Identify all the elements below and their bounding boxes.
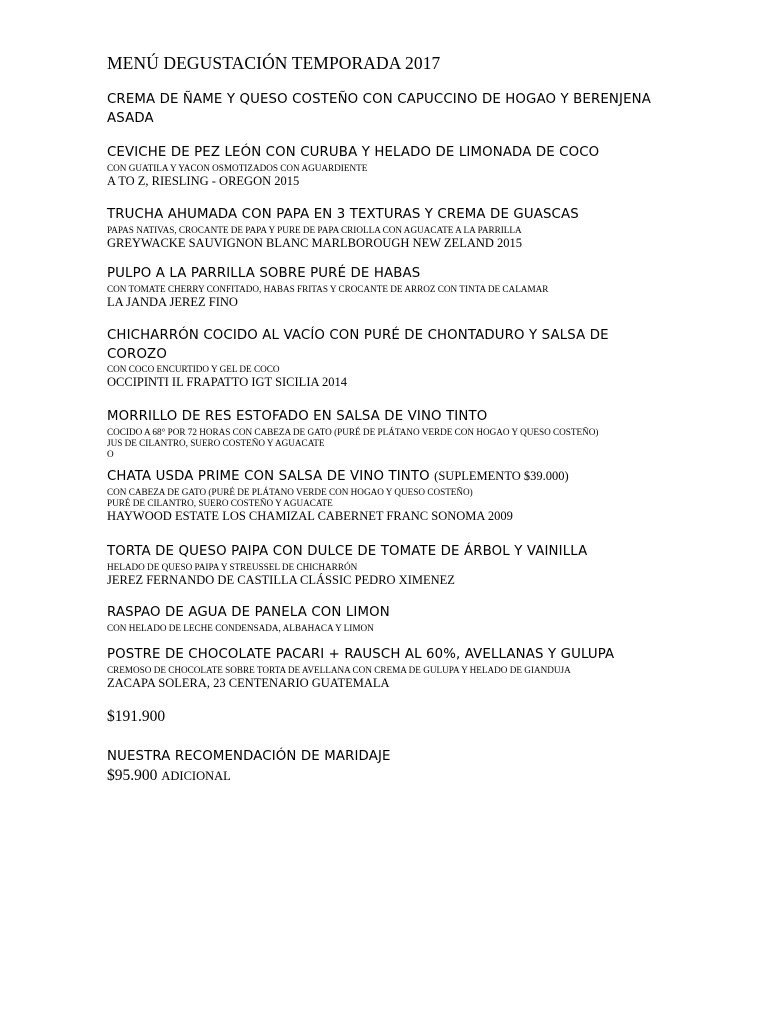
dish-name-text: CHATA USDA PRIME CON SALSA DE VINO TINTO	[107, 469, 430, 484]
dish-note: CON HELADO DE LECHE CONDENSADA, ALBAHACA Y LIMON	[107, 622, 374, 633]
wine-pairing: ZACAPA SOLERA, 23 CENTENARIO GUATEMALA	[107, 675, 390, 690]
dish-name: CHICHARRÓN COCIDO AL VACÍO CON PURÉ DE CHONTADURO Y SALSA DE COROZO	[107, 328, 609, 362]
dish-name: TORTA DE QUESO PAIPA CON DULCE DE TOMATE DE ÁRBOL Y VAINILLA	[107, 544, 588, 559]
dish-name	[107, 467, 667, 487]
wine-pairing: HAYWOOD ESTATE LOS CHAMIZAL CABERNET FRANC SONOMA 2009	[107, 508, 513, 523]
dish-note: O	[107, 448, 114, 459]
course-10	[107, 646, 707, 691]
course-2	[107, 144, 667, 189]
dish-name: CEVICHE DE PEZ LEÓN CON CURUBA Y HELADO DE LIMONADA DE COCO	[107, 145, 600, 160]
pairing-label: NUESTRA RECOMENDACIÓN DE MARIDAJE	[107, 749, 391, 764]
menu-price: $191.900	[107, 708, 166, 725]
dish-note: HELADO DE QUESO PAIPA Y STREUSSEL DE CHICHARRÓN	[107, 561, 358, 572]
wine-pairing: JEREZ FERNANDO DE CASTILLA CLÁSSIC PEDRO XIMENEZ	[107, 572, 455, 587]
dish-name: CREMA DE ÑAME Y QUESO COSTEÑO CON CAPUCCINO DE HOGAO Y BERENJENA ASADA	[107, 92, 651, 126]
course-3	[107, 206, 667, 251]
course-4	[107, 265, 667, 310]
pairing-price-suffix: ADICIONAL	[161, 769, 231, 783]
dish-note: CON TOMATE CHERRY CONFITADO, HABAS FRITAS Y CROCANTE DE ARROZ CON TINTA DE CALAMAR	[107, 283, 549, 294]
course-9	[107, 604, 667, 634]
dish-note: CON COCO ENCURTIDO Y GEL DE COCO	[107, 364, 280, 374]
dish-name: MORRILLO DE RES ESTOFADO EN SALSA DE VINO TINTO	[107, 409, 488, 424]
menu-title: MENÚ DEGUSTACIÓN TEMPORADA 2017	[107, 53, 441, 73]
pairing-price-amount: $95.900	[107, 767, 158, 784]
wine-pairing: GREYWACKE SAUVIGNON BLANC MARLBOROUGH NEW ZELAND 2015	[107, 235, 523, 250]
course-8	[107, 543, 667, 588]
dish-note: CON GUATILA Y YACON OSMOTIZADOS CON AGUARDIENTE	[107, 162, 368, 173]
wine-pairing: A TO Z, RIESLING - OREGON 2015	[107, 173, 300, 188]
dish-name: POSTRE DE CHOCOLATE PACARI + RAUSCH AL 60%, AVELLANAS Y GULUPA	[107, 647, 615, 662]
dish-note: PAPAS NATIVAS, CROCANTE DE PAPA Y PURE DE PAPA CRIOLLA CON AGUACATE A LA PARRILLA	[107, 224, 522, 235]
course-7	[107, 467, 667, 524]
dish-note: JUS DE CILANTRO, SUERO COSTEÑO Y AGUACATE	[107, 437, 325, 448]
dish-note: PURÉ DE CILANTRO, SUERO COSTEÑO Y AGUACATE	[107, 497, 333, 508]
dish-name: PULPO A LA PARRILLA SOBRE PURÉ DE HABAS	[107, 266, 421, 281]
wine-pairing: LA JANDA JEREZ FINO	[107, 294, 238, 309]
dish-name: TRUCHA AHUMADA CON PAPA EN 3 TEXTURAS Y CREMA DE GUASCAS	[107, 207, 579, 222]
course-1	[107, 91, 667, 128]
dish-name: RASPAO DE AGUA DE PANELA CON LIMON	[107, 605, 390, 620]
course-5	[107, 327, 652, 390]
dish-note: CON CABEZA DE GATO (PURÉ DE PLÁTANO VERDE CON HOGAO Y QUESO COSTEÑO)	[107, 486, 473, 497]
dish-note: COCIDO A 68° POR 72 HORAS CON CABEZA DE GATO (PURÉ DE PLÁTANO VERDE CON HOGAO Y QUESO COSTEÑO)	[107, 426, 599, 437]
pairing-price	[107, 767, 231, 785]
wine-pairing: OCCIPINTI IL FRAPATTO IGT SICILIA 2014	[107, 375, 347, 389]
dish-note: CREMOSO DE CHOCOLATE SOBRE TORTA DE AVELLANA CON CREMA DE GULUPA Y HELADO DE GIANDUJA	[107, 664, 571, 675]
supplement-price: (SUPLEMENTO $39.000)	[434, 469, 569, 483]
course-6	[107, 408, 667, 460]
